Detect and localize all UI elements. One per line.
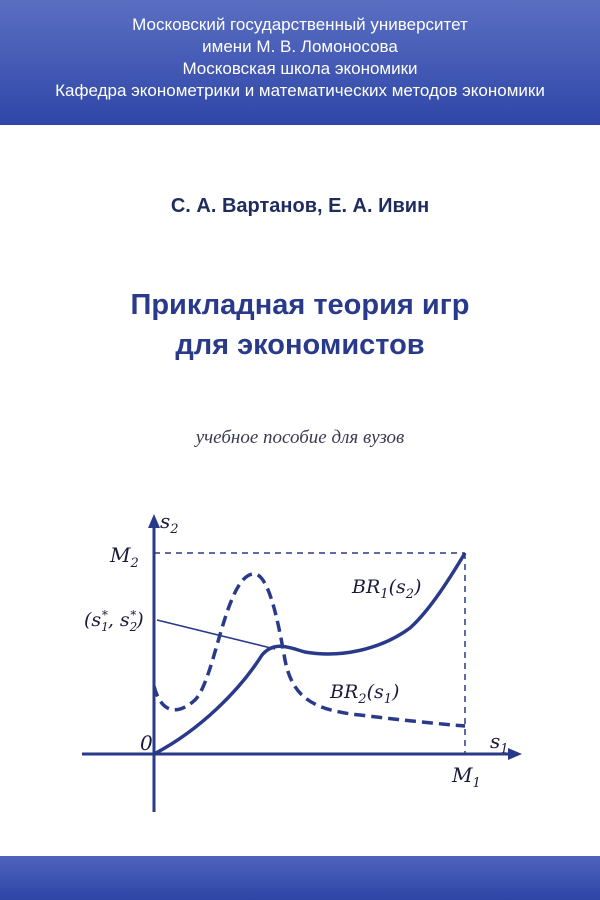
authors: С. А. Вартанов, Е. А. Ивин — [170, 195, 430, 217]
header-named-after: имени М. В. Ломоносова — [202, 37, 398, 56]
m2-label: $M_2$ — [110, 543, 139, 571]
br1-label: $BR_1(s_2)$ — [352, 576, 422, 602]
x-axis-arrow — [508, 748, 522, 760]
equilibrium-label: ($s_1*$, $s_2*$) — [84, 608, 144, 634]
origin-label: 0 — [140, 731, 153, 755]
book-title — [0, 285, 600, 365]
best-response-figure — [0, 490, 600, 830]
book-title-line1: Прикладная теория игр — [130, 289, 470, 321]
header-department: Кафедра эконометрики и математических методов экономики — [55, 81, 545, 100]
footer-band — [0, 856, 600, 900]
header-lines — [0, 14, 600, 102]
m1-label: $M_1$ — [452, 763, 481, 791]
x-axis-label: $s_1$ — [490, 729, 509, 757]
br2-label: $BR_2(s_1)$ — [330, 681, 400, 707]
header-school: Московская школа экономики — [182, 59, 418, 78]
y-axis-label: $s_2$ — [160, 509, 179, 537]
header-university: Московский государственный университет — [132, 15, 468, 34]
book-title-line2: для экономистов — [175, 329, 425, 361]
equilibrium-pointer — [157, 620, 275, 649]
book-subtitle: учебное пособие для вузов — [195, 427, 405, 448]
y-axis-arrow — [148, 514, 160, 528]
header-band — [0, 0, 600, 125]
